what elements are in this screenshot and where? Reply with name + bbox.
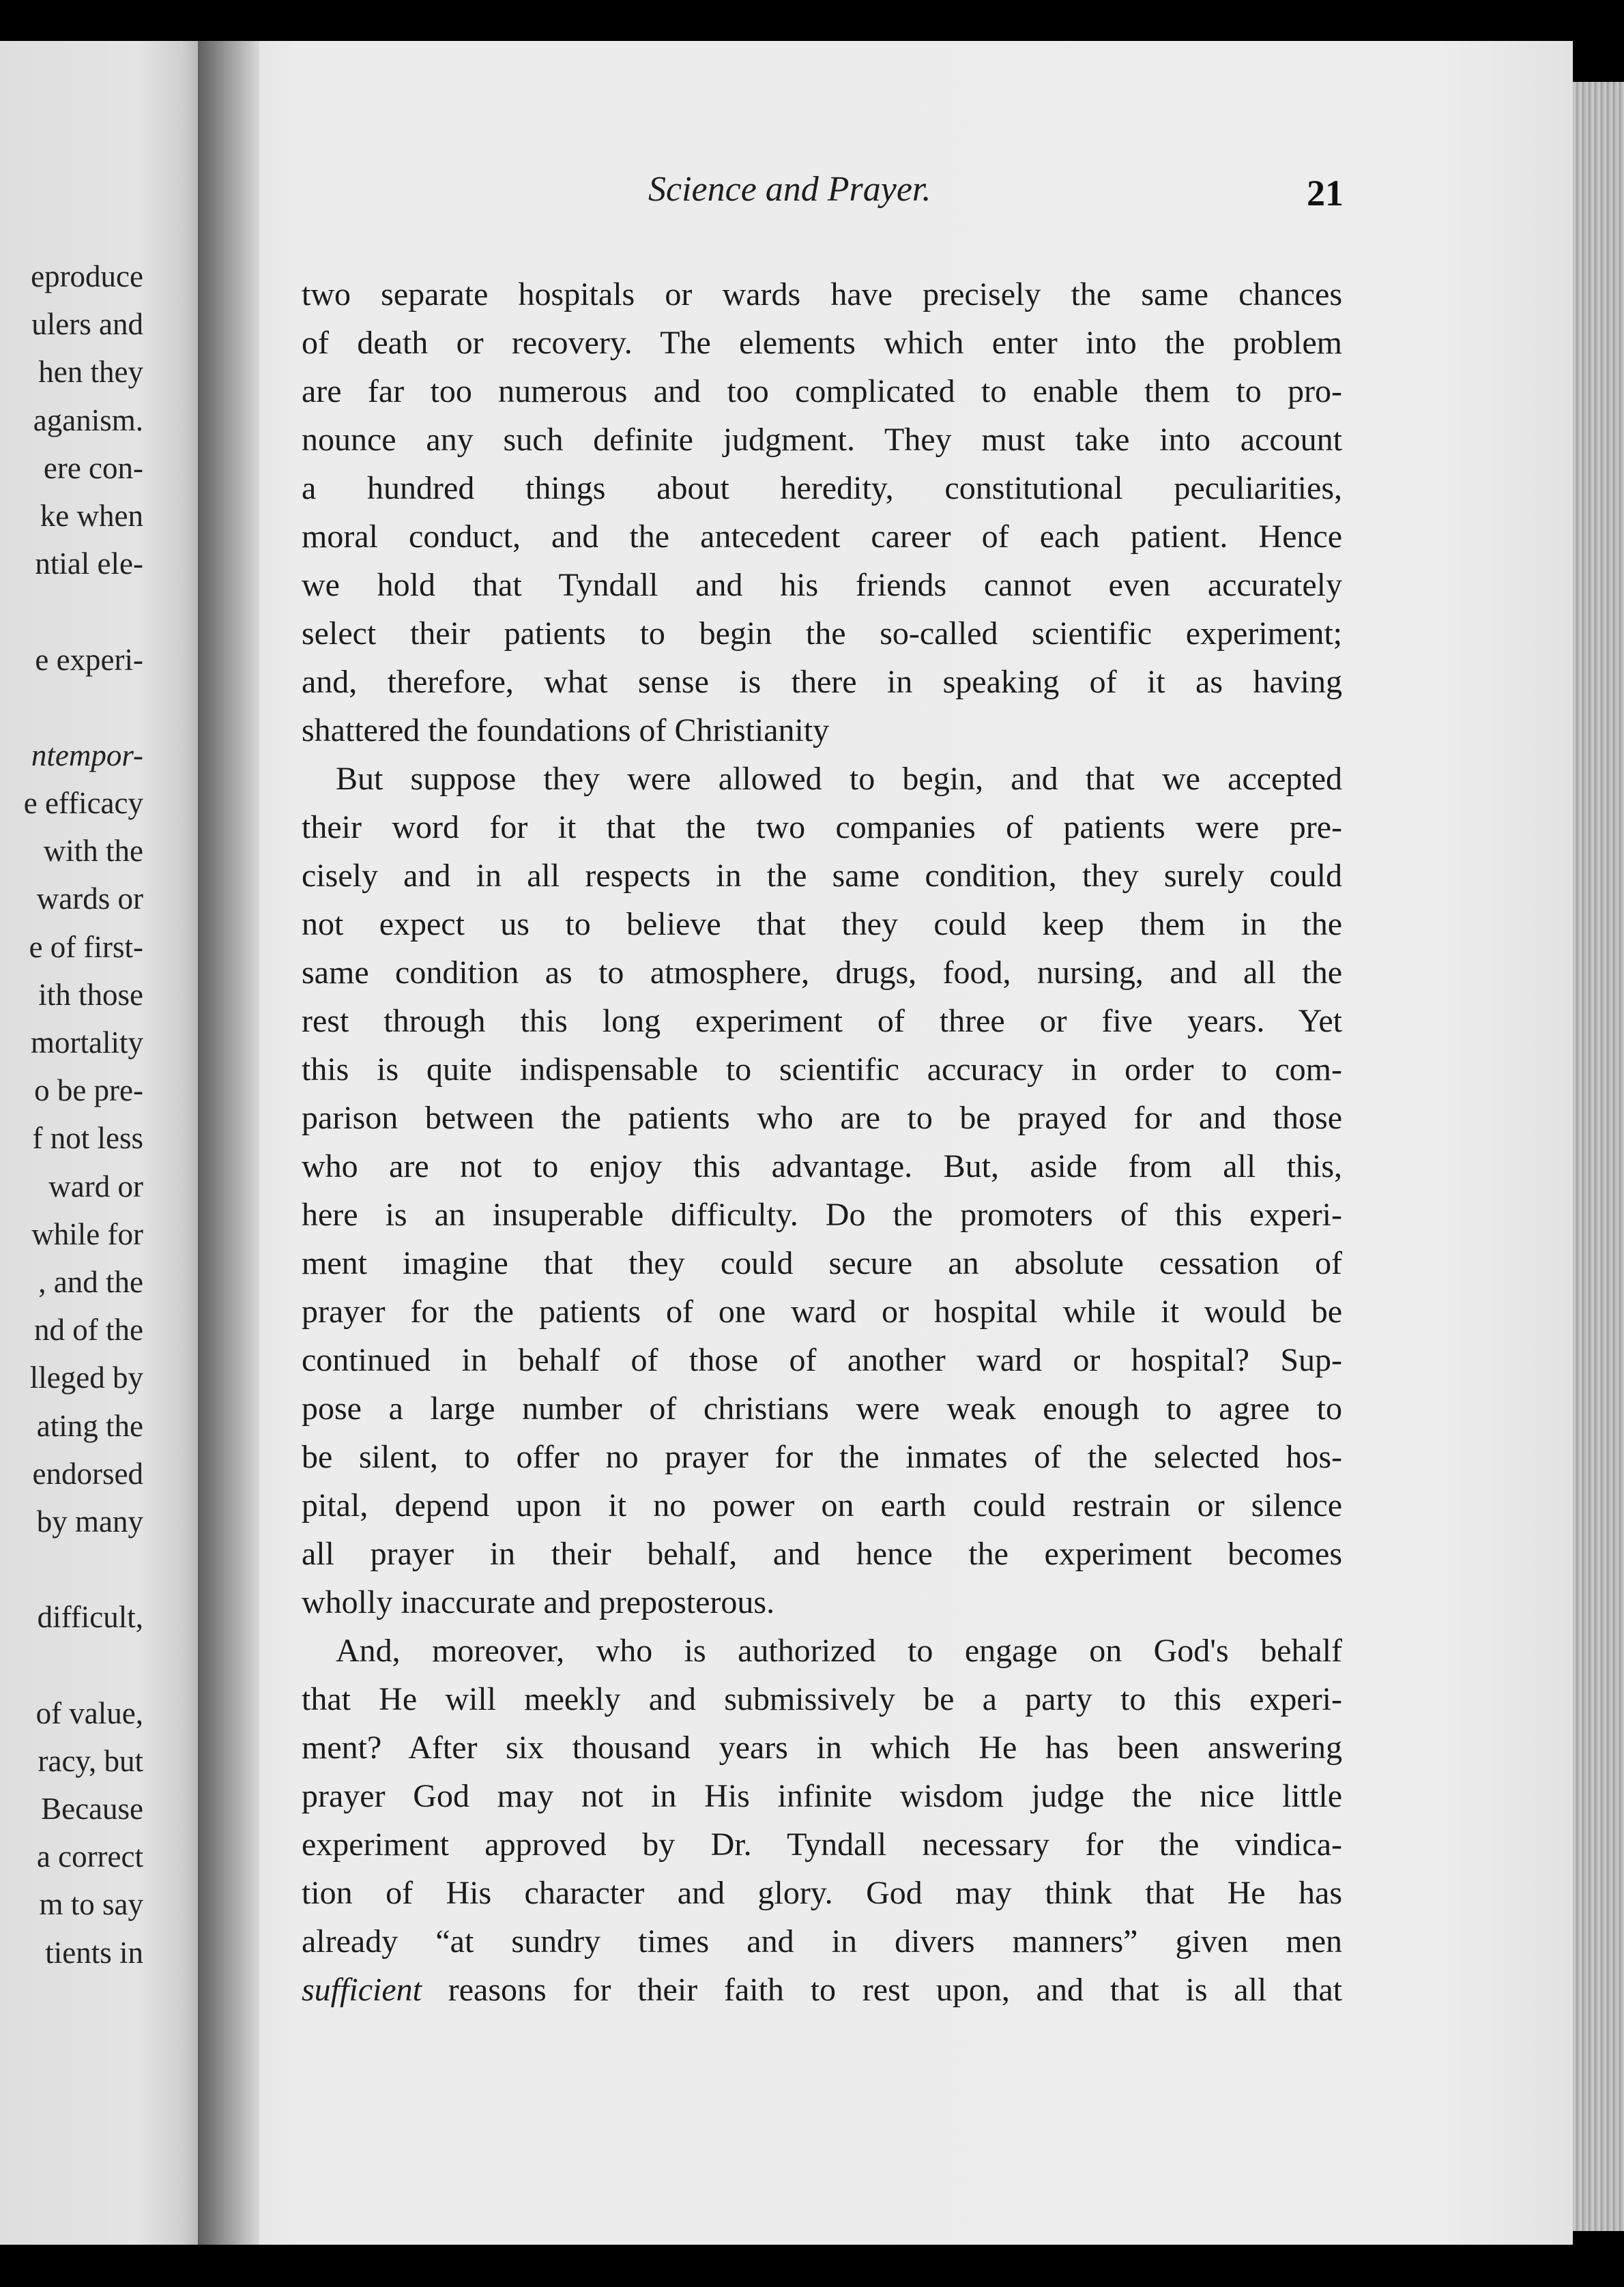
left-line: eproduce [31,259,143,293]
left-line: ating the [36,1408,143,1443]
text-line: who are not to enjoy this advantage. But, aside from all this, [302,1148,1342,1184]
text-line: here is an insuperable difficulty. Do the promoters of this experi- [302,1197,1342,1233]
paragraph-start-line: But suppose they were allowed to begin, and that we accepted [336,761,1342,797]
left-line: aganism. [33,403,143,437]
left-page-text [24,252,143,1977]
left-line: ntial ele- [35,547,143,581]
left-line: e experi- [35,642,143,677]
text-line: their word for it that the two companies of patients were pre- [302,809,1342,845]
running-head-title: Science and Prayer. [648,170,931,209]
text-line: select their patients to begin the so-called scientific experiment; [302,615,1342,652]
left-line: ere con- [43,450,143,485]
text-line: ment imagine that they could secure an absolute cessation of [302,1245,1342,1281]
left-line [24,1545,143,1593]
left-line: ke when [40,498,143,533]
body-text [302,270,1342,2014]
text-line: already “at sundry times and in divers manners” given men [302,1923,1342,1960]
text-line: prayer for the patients of one ward or hospital while it would be [302,1294,1342,1330]
left-line: lleged by [29,1360,143,1395]
left-line: by many [36,1504,143,1539]
left-line: of value, [35,1695,143,1730]
left-line: while for [31,1217,143,1251]
text-line: ment? After six thousand years in which He has been answering [302,1730,1342,1766]
text-line: parison between the patients who are to be prayed for and those [302,1100,1342,1136]
text-line: wholly inaccurate and preposterous. [302,1584,775,1620]
line-rest: reasons for their faith to rest upon, and that is all that [448,1972,1343,2008]
left-line: ith those [38,977,143,1012]
left-line [24,1641,143,1689]
left-line [24,684,143,731]
text-line: experiment approved by Dr. Tyndall necessary for the vindica- [302,1826,1342,1863]
left-line: m to say [39,1887,143,1922]
text-line: tion of His character and glory. God may think that He has [302,1875,1342,1911]
left-line: wards or [36,882,143,916]
page-edges [1573,82,1624,2231]
text-line: nounce any such definite judgment. They must take into account [302,422,1342,458]
text-line: are far too numerous and too complicated to enable them to pro- [302,373,1342,409]
left-facing-page [0,41,198,2245]
text-line: a hundred things about heredity, constitutional peculiarities, [302,470,1342,506]
text-line: moral conduct, and the antecedent career of each patient. Hence [302,519,1342,555]
paragraph-start-line: And, moreover, who is authorized to engage on God's behalf [336,1633,1342,1669]
text-line: two separate hospitals or wards have precisely the same chances [302,276,1342,312]
left-line: mortality [31,1025,143,1060]
left-line: e efficacy [23,786,143,821]
left-line: difficult, [37,1600,143,1635]
left-line: Because [41,1792,143,1826]
left-line: hen they [38,355,143,390]
text-line: pose a large number of christians were weak enough to agree to [302,1390,1342,1427]
text-line: shattered the foundations of Christianity [302,712,830,748]
text-line: pital, depend upon it no power on earth could restrain or silence [302,1487,1342,1524]
text-line: all prayer in their behalf, and hence the experiment becomes [302,1536,1342,1572]
text-line: of death or recovery. The elements which enter into the problem [302,325,1342,361]
left-line: endorsed [32,1456,143,1491]
left-line: , and the [38,1264,143,1299]
text-line: not expect us to believe that they could keep them in the [302,906,1342,942]
left-line: e of first- [29,929,143,964]
text-line: rest through this long experiment of three or five years. Yet [302,1003,1342,1039]
left-line: f not less [32,1121,143,1156]
left-line: a correct [36,1839,143,1874]
text-line: prayer God may not in His infinite wisdom judge the nice little [302,1778,1342,1814]
left-line: ntempor- [31,738,143,772]
left-line: tients in [45,1935,143,1970]
text-line: we hold that Tyndall and his friends cannot even accurately [302,567,1342,603]
left-line: o be pre- [34,1073,143,1108]
text-line: cisely and in all respects in the same condition, they surely could [302,858,1342,894]
left-line [24,587,143,635]
left-line: with the [43,834,143,869]
text-line: same condition as to atmosphere, drugs, food, nursing, and all the [302,955,1342,991]
text-line: this is quite indispensable to scientific accuracy in order to com- [302,1051,1342,1088]
left-line: nd of the [34,1313,143,1348]
text-line: that He will meekly and submissively be a party to this experi- [302,1681,1342,1717]
text-line: and, therefore, what sense is there in speaking of it as having [302,664,1342,700]
text-line [302,1966,1342,2014]
italic-word: sufficient [302,1972,422,2008]
page-number: 21 [1307,173,1344,214]
text-line: be silent, to offer no prayer for the inmates of the selected hos- [302,1439,1342,1475]
left-line: ward or [48,1169,143,1204]
left-line: racy, but [38,1743,143,1778]
text-line: continued in behalf of those of another ward or hospital? Sup- [302,1342,1342,1378]
book-gutter-shadow [198,41,259,2245]
left-line: ulers and [31,307,143,342]
